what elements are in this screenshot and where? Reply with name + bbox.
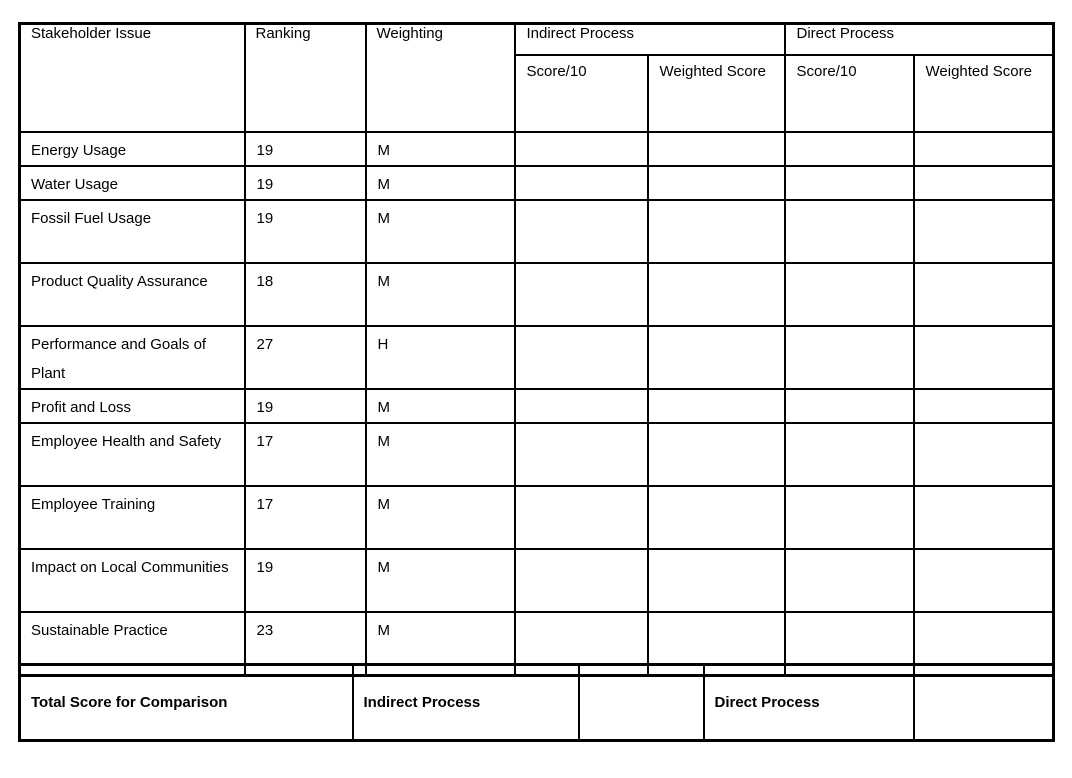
cell-indirect-score[interactable] [515,263,648,326]
cell-weighting-text: M [377,496,390,513]
cell-direct-score-text [786,264,913,267]
cell-direct-weighted[interactable] [914,389,1054,423]
cell-ranking-text: 18 [256,273,274,290]
cell-issue-text: Water Usage [31,176,118,193]
cell-direct-score-text [786,390,913,393]
table-row [20,549,1054,612]
cell-indirect-weighted-text [649,424,784,427]
cell-direct-weighted[interactable] [914,263,1054,326]
cell-indirect-weighted[interactable] [648,166,785,200]
cell-indirect-weighted[interactable] [648,423,785,486]
header-stakeholder-issue [20,24,245,133]
cell-issue [20,549,245,612]
cell-weighting-text: M [377,273,390,290]
header-direct-weighted-score [914,55,1054,132]
cell-indirect-score[interactable] [515,326,648,389]
cell-indirect-score[interactable] [515,132,648,166]
cell-direct-weighted[interactable] [914,132,1054,166]
table-row [20,132,1054,166]
cell-direct-weighted-text [915,167,1053,170]
cell-weighting [366,263,515,326]
cell-weighting-text: H [377,336,389,353]
cell-direct-score[interactable] [785,389,914,423]
cell-issue [20,200,245,263]
cell-direct-score-text [786,424,913,427]
cell-weighting [366,132,515,166]
cell-issue-text: Product Quality Assurance [31,273,208,290]
cell-direct-score[interactable] [785,263,914,326]
cell-ranking-text: 17 [256,496,274,513]
cell-weighting-text: M [377,142,390,159]
cell-ranking [245,389,366,423]
cell-direct-weighted[interactable] [914,486,1054,549]
cell-direct-weighted[interactable] [914,326,1054,389]
cell-indirect-score-text [516,327,647,330]
cell-issue [20,166,245,200]
cell-indirect-score-text [516,133,647,136]
table-body [20,132,1054,675]
cell-indirect-weighted-text [649,201,784,204]
cell-issue-text: Employee Training [31,496,156,513]
cell-issue-text: Fossil Fuel Usage [31,210,152,227]
cell-issue-text: Sustainable Practice [31,622,168,639]
cell-ranking [245,486,366,549]
cell-direct-score-text [786,327,913,330]
cell-direct-score-text [786,133,913,136]
cell-indirect-weighted[interactable] [648,132,785,166]
cell-indirect-weighted-text [649,167,784,170]
cell-issue-text: Energy Usage [31,142,127,159]
cell-indirect-weighted[interactable] [648,389,785,423]
cell-indirect-score[interactable] [515,423,648,486]
totals-direct-value-cell[interactable] [914,665,1054,741]
cell-indirect-score[interactable] [515,166,648,200]
header-direct-weighted-score-label: Weighted Score [925,63,1032,80]
totals-label-text: Total Score for Comparison [31,694,228,711]
cell-issue-text: Profit and Loss [31,399,132,416]
cell-ranking [245,549,366,612]
header-indirect-weighted-score-label: Weighted Score [659,63,766,80]
header-direct-score [785,55,914,132]
table-row [20,326,1054,389]
cell-weighting-text: M [377,210,390,227]
cell-issue [20,263,245,326]
cell-issue-text: Performance and Goals of Plant [31,336,207,382]
cell-issue-text: Impact on Local Communities [31,559,229,576]
header-ranking [245,24,366,133]
totals-indirect-label-cell [353,665,579,741]
cell-ranking [245,326,366,389]
cell-indirect-weighted-text [649,487,784,490]
cell-direct-weighted-text [915,390,1053,393]
header-weighting-label: Weighting [376,25,443,42]
cell-issue [20,486,245,549]
header-group-indirect-process-label: Indirect Process [526,25,635,42]
cell-direct-score-text [786,167,913,170]
header-group-direct-process [785,24,1054,56]
cell-issue-text: Employee Health and Safety [31,433,222,450]
cell-indirect-score[interactable] [515,486,648,549]
cell-direct-weighted[interactable] [914,166,1054,200]
header-weighting [366,24,515,133]
cell-weighting [366,326,515,389]
cell-direct-weighted-text [915,424,1053,427]
cell-direct-score-text [786,201,913,204]
cell-ranking-text: 23 [256,622,274,639]
totals-row [20,665,1054,741]
cell-indirect-score[interactable] [515,389,648,423]
total-score-row [18,663,1055,742]
cell-indirect-score-text [516,550,647,553]
cell-issue [20,132,245,166]
header-stakeholder-issue-label: Stakeholder Issue [31,25,152,42]
cell-issue [20,423,245,486]
cell-indirect-score-text [516,424,647,427]
cell-indirect-score[interactable] [515,200,648,263]
cell-indirect-weighted-text [649,327,784,330]
header-group-indirect-process [515,24,785,56]
table-row [20,263,1054,326]
cell-ranking-text: 27 [256,336,274,353]
cell-ranking [245,200,366,263]
cell-weighting-text: M [377,433,390,450]
cell-weighting-text: M [377,559,390,576]
cell-ranking-text: 19 [256,142,274,159]
cell-weighting [366,200,515,263]
cell-direct-weighted-text [915,327,1053,330]
cell-direct-weighted-text [915,613,1053,616]
cell-indirect-weighted-text [649,390,784,393]
cell-ranking [245,166,366,200]
cell-issue [20,326,245,389]
cell-direct-score[interactable] [785,423,914,486]
table-row [20,486,1054,549]
cell-indirect-score-text [516,201,647,204]
cell-weighting [366,423,515,486]
stakeholder-assessment-table [18,22,1055,677]
cell-direct-weighted[interactable] [914,423,1054,486]
cell-weighting [366,486,515,549]
cell-ranking-text: 19 [256,176,274,193]
totals-label-cell [20,665,353,741]
cell-direct-weighted-text [915,487,1053,490]
header-indirect-score [515,55,648,132]
header-row-group [20,24,1054,56]
cell-direct-weighted[interactable] [914,200,1054,263]
cell-indirect-weighted-text [649,264,784,267]
cell-direct-score[interactable] [785,486,914,549]
header-ranking-label: Ranking [255,25,311,42]
cell-direct-score[interactable] [785,200,914,263]
cell-indirect-score-text [516,167,647,170]
cell-direct-score-text [786,550,913,553]
cell-indirect-score-text [516,487,647,490]
cell-direct-weighted-text [915,201,1053,204]
cell-weighting [366,549,515,612]
cell-direct-score[interactable] [785,326,914,389]
cell-direct-weighted-text [915,550,1053,553]
cell-indirect-weighted[interactable] [648,549,785,612]
cell-indirect-weighted-text [649,613,784,616]
cell-indirect-weighted-text [649,550,784,553]
cell-indirect-weighted[interactable] [648,486,785,549]
cell-indirect-weighted[interactable] [648,200,785,263]
totals-indirect-label-text: Indirect Process [363,694,481,711]
cell-weighting [366,166,515,200]
header-group-direct-process-label: Direct Process [796,25,895,42]
totals-indirect-value-cell[interactable] [579,665,704,741]
cell-ranking [245,423,366,486]
header-indirect-score-label: Score/10 [526,63,587,80]
cell-weighting-text: M [377,399,390,416]
cell-direct-score-text [786,613,913,616]
header-indirect-weighted-score [648,55,785,132]
cell-direct-score[interactable] [785,132,914,166]
cell-ranking-text: 19 [256,210,274,227]
cell-direct-weighted[interactable] [914,549,1054,612]
cell-indirect-score[interactable] [515,549,648,612]
cell-weighting-text: M [377,622,390,639]
cell-issue [20,389,245,423]
cell-indirect-weighted[interactable] [648,326,785,389]
cell-direct-weighted-text [915,133,1053,136]
table-row [20,423,1054,486]
cell-weighting-text: M [377,176,390,193]
cell-ranking-text: 19 [256,559,274,576]
header-direct-score-label: Score/10 [796,63,857,80]
table-header [20,24,1054,133]
totals-direct-label-cell [704,665,914,741]
table-row [20,200,1054,263]
cell-ranking [245,132,366,166]
cell-ranking-text: 17 [256,433,274,450]
cell-direct-score-text [786,487,913,490]
cell-ranking-text: 19 [256,399,274,416]
cell-direct-score[interactable] [785,166,914,200]
cell-direct-weighted-text [915,264,1053,267]
cell-indirect-score-text [516,390,647,393]
cell-ranking [245,263,366,326]
table-row [20,166,1054,200]
table-row [20,389,1054,423]
cell-direct-score[interactable] [785,549,914,612]
cell-indirect-weighted-text [649,133,784,136]
cell-indirect-score-text [516,264,647,267]
totals-direct-label-text: Direct Process [714,694,820,711]
cell-weighting [366,389,515,423]
cell-indirect-score-text [516,613,647,616]
cell-indirect-weighted[interactable] [648,263,785,326]
